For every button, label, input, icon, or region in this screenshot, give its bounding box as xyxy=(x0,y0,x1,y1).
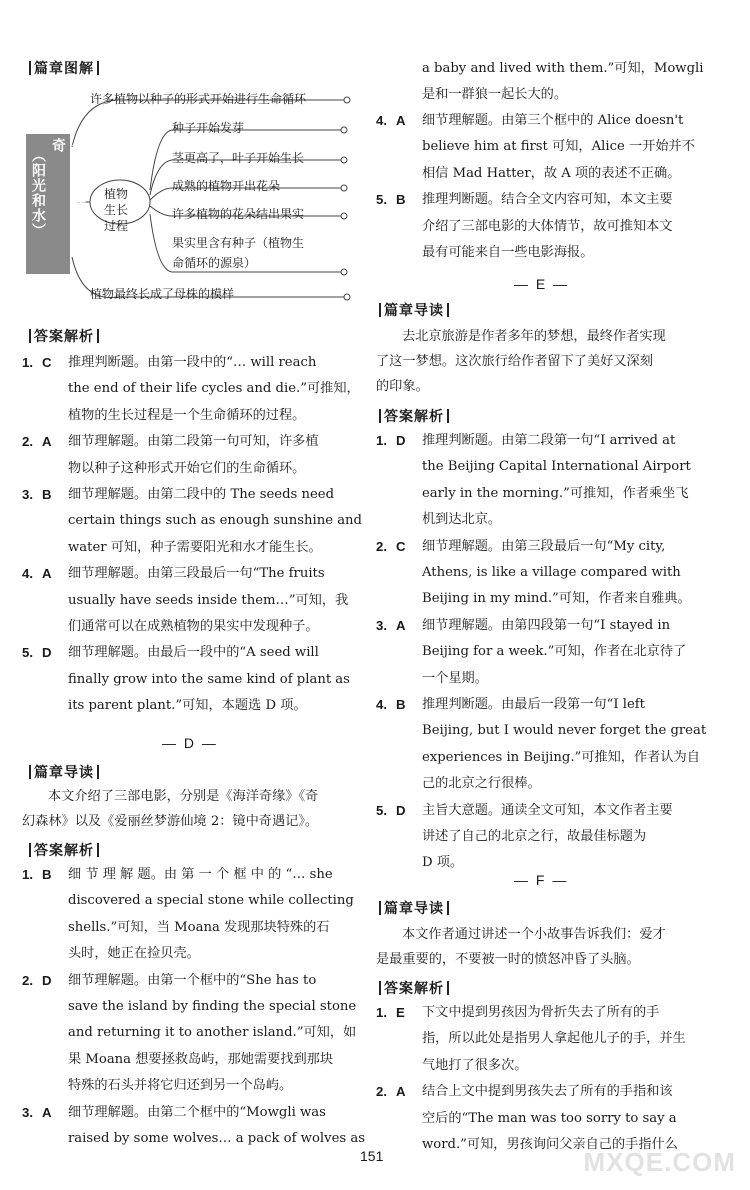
answer-explanation xyxy=(422,534,726,613)
explanation-line: 细节理解题。由第三个框中的 Alice doesn't xyxy=(422,113,684,128)
guide-header-f: 篇章导读 xyxy=(376,898,452,918)
answer-number: 4. xyxy=(376,113,387,128)
answer-letter: D xyxy=(396,802,406,818)
answer-letter: A xyxy=(42,1104,52,1120)
guide-f xyxy=(376,922,726,972)
explanation-line: 推理判断题。由最后一段第一句“I left xyxy=(422,697,645,712)
explanation-line: Beijing in my mind.”可知，作者来自雅典。 xyxy=(422,591,691,607)
continued-line-1: a baby and lived with them.”可知，Mowgli xyxy=(422,61,704,76)
section-e-marker: — E — xyxy=(514,276,570,292)
answer-explanation xyxy=(68,968,357,1100)
answer-explanation xyxy=(68,350,360,429)
explanation-line: 植物的生长过程是一个生命循环的过程。 xyxy=(68,407,306,423)
explanation-line: word.”可知，男孩询问父亲自己的手指什么 xyxy=(422,1137,678,1152)
answer-number: 3. xyxy=(22,487,33,502)
explanation-line: finally grow into the same kind of plant as xyxy=(68,671,350,687)
answer-item xyxy=(22,968,357,1100)
answer-header-e: 答案解析 xyxy=(376,406,452,426)
answer-item xyxy=(376,1000,726,1079)
explanation-line: 细节理解题。由第二段中的 The seeds need xyxy=(68,487,335,502)
mindmap-title-main: 生命循环往复的神奇 xyxy=(50,138,86,258)
mindmap-bottom-node: 植物最终长成了母株的模样 xyxy=(90,287,235,301)
answer-explanation xyxy=(68,561,352,640)
mindmap-branch-5b: 命循环的源泉） xyxy=(172,256,257,270)
answer-explanation xyxy=(422,692,726,798)
answer-letter: A xyxy=(42,434,52,450)
explanation-line: 果 Moana 想要拯救岛屿，那她需要找到那块 xyxy=(68,1051,334,1067)
explanation-line: 主旨大意题。通读全文可知，本文作者主要 xyxy=(422,802,673,818)
guide-f-line-1: 本文作者通过讲述一个小故事告诉我们：爱才 xyxy=(402,927,666,942)
explanation-line: the end of their life cycles and die.”可推知， xyxy=(68,381,360,397)
mindmap-branch-2: 茎更高了，叶子开始生长 xyxy=(172,151,305,165)
answer-explanation xyxy=(68,1100,365,1153)
mindmap-center: 植物生长过程 xyxy=(104,187,129,233)
section-f-marker: — F — xyxy=(514,872,569,888)
explanation-line: 相信 Mad Hatter，故 A 项的表述不正确。 xyxy=(422,165,681,181)
answer-explanation xyxy=(68,862,352,968)
explanation-line: Beijing, but I would never forget the great xyxy=(422,723,707,739)
answer-header-c: 答案解析 xyxy=(26,326,102,346)
explanation-line: 物以种子这种形式开始它们的生命循环。 xyxy=(68,460,306,476)
answer-number: 4. xyxy=(22,566,33,582)
answer-letter: B xyxy=(42,867,52,882)
answer-item xyxy=(22,482,362,561)
explanation-line: 推理判断题。由第一段中的“… will reach xyxy=(68,355,317,370)
answer-explanation xyxy=(422,108,726,187)
answer-item xyxy=(376,187,726,266)
answer-header-d: 答案解析 xyxy=(26,840,102,860)
answer-item xyxy=(22,561,352,640)
explanation-line: 指，所以此处是指男人拿起他儿子的手，并生 xyxy=(422,1031,686,1047)
answer-number: 1. xyxy=(22,867,33,882)
guide-e-line-3: 的印象。 xyxy=(376,379,429,394)
explanation-line: raised by some wolves… a pack of wolves as xyxy=(68,1131,365,1146)
explanation-line: 下文中提到男孩因为骨折失去了所有的手 xyxy=(422,1005,660,1020)
answer-item xyxy=(22,350,360,429)
explanation-line: 结合上文中提到男孩失去了所有的手指和该 xyxy=(422,1084,673,1100)
answer-item xyxy=(376,798,726,877)
mind-map xyxy=(22,82,352,312)
explanation-line: 介绍了三部电影的大体情节，故可推知本文 xyxy=(422,218,673,234)
explanation-line: the Beijing Capital International Airport xyxy=(422,459,691,475)
answer-explanation xyxy=(68,640,352,719)
answer-explanation xyxy=(422,798,726,877)
answer-letter: A xyxy=(396,617,406,633)
answer-letter: A xyxy=(42,566,52,582)
explanation-line: 一个星期。 xyxy=(422,670,488,686)
explanation-line: 细节理解题。由第三段最后一句“My city, xyxy=(422,538,666,554)
explanation-line: 细节理解题。由第二段第一句可知，许多植 xyxy=(68,434,319,450)
answer-item xyxy=(22,640,352,719)
answer-item xyxy=(376,613,726,692)
explanation-line: certain things such as enough sunshine and xyxy=(68,513,362,529)
continued-line-2: 是和一群狼一起长大的。 xyxy=(422,87,568,103)
answer-letter: B xyxy=(396,192,406,208)
explanation-line: Beijing for a week.”可知，作者在北京待了 xyxy=(422,644,687,660)
continued-text xyxy=(422,56,726,109)
explanation-line: 特殊的石头并将它归还到另一个岛屿。 xyxy=(68,1078,293,1094)
explanation-line: shells.”可知，当 Moana 发现那块特殊的石 xyxy=(68,919,330,935)
map-header: 篇章图解 xyxy=(26,58,102,78)
explanation-line: Athens, is like a village compared with xyxy=(422,565,681,580)
explanation-line: 空后的“The man was too sorry to say a xyxy=(422,1110,677,1126)
answer-number: 5. xyxy=(376,192,387,208)
explanation-line: save the island by finding the special stone xyxy=(68,999,357,1014)
answer-number: 5. xyxy=(22,645,33,661)
explanation-line: 细节理解题。由第二个框中的“Mowgli was xyxy=(68,1104,326,1120)
answer-item xyxy=(22,429,352,482)
explanation-line: 细 节 理 解 题。由 第 一 个 框 中 的 “… she xyxy=(68,867,333,882)
answer-number: 2. xyxy=(376,538,387,554)
guide-e-line-2: 了这一梦想。这次旅行给作者留下了美好又深刻 xyxy=(376,354,653,369)
explanation-line: 细节理解题。由第三段最后一句“The fruits xyxy=(68,566,325,582)
answer-number: 1. xyxy=(22,355,33,370)
guide-e-line-1: 去北京旅游是作者多年的梦想，最终作者实现 xyxy=(402,329,666,344)
guide-header-d: 篇章导读 xyxy=(26,762,102,782)
explanation-line: water 可知，种子需要阳光和水才能生长。 xyxy=(68,539,322,555)
answer-explanation xyxy=(422,428,726,534)
explanation-line: 己的北京之行很棒。 xyxy=(422,776,541,792)
answer-letter: A xyxy=(396,113,406,128)
answer-item xyxy=(376,534,726,613)
explanation-line: usually have seeds inside them…”可知，我 xyxy=(68,592,349,608)
explanation-line: 细节理解题。由第一个框中的“She has to xyxy=(68,972,317,988)
explanation-line: 细节理解题。由第四段第一句“I stayed in xyxy=(422,617,671,633)
mindmap-branch-1: 种子开始发芽 xyxy=(172,121,245,135)
explanation-line: 最有可能来自一些电影海报。 xyxy=(422,245,594,260)
answer-number: 1. xyxy=(376,433,387,448)
explanation-line: and returning it to another island.”可知，如 xyxy=(68,1025,357,1041)
answer-number: 3. xyxy=(22,1104,33,1120)
answer-letter: D xyxy=(396,433,406,448)
answer-number: 1. xyxy=(376,1005,387,1020)
explanation-line: 推理判断题。由第二段第一句“I arrived at xyxy=(422,433,676,448)
answer-number: 3. xyxy=(376,617,387,633)
answer-explanation xyxy=(422,613,726,692)
explanation-line: 头时，她正在捡贝壳。 xyxy=(68,946,200,962)
explanation-line: its parent plant.”可知，本题选 D 项。 xyxy=(68,698,307,714)
answer-letter: D xyxy=(42,972,52,988)
answer-number: 2. xyxy=(22,434,33,450)
explanation-line: discovered a special stone while collecting xyxy=(68,893,354,909)
guide-d-line-1: 本文介绍了三部电影，分别是《海洋奇缘》《奇 xyxy=(48,789,319,804)
watermark-logo: MXQE.COM xyxy=(583,1147,736,1177)
explanation-line: 机到达北京。 xyxy=(422,512,502,528)
mindmap-title-sub: （阳光和水） xyxy=(30,148,46,238)
explanation-line: 气地打了很多次。 xyxy=(422,1057,528,1073)
page-number: 151 xyxy=(360,1148,384,1164)
answer-number: 5. xyxy=(376,802,387,818)
answer-item xyxy=(376,428,726,534)
answer-item xyxy=(376,692,726,798)
guide-e xyxy=(376,324,726,399)
guide-header-e: 篇章导读 xyxy=(376,300,452,320)
explanation-line: believe him at first 可知，Alice 一开始并不 xyxy=(422,139,695,155)
explanation-line: early in the morning.”可推知，作者乘坐飞 xyxy=(422,485,689,501)
explanation-line: experiences in Beijing.”可推知，作者认为自 xyxy=(422,749,700,765)
guide-d-line-2: 幻森林》以及《爱丽丝梦游仙境 2：镜中奇遇记》。 xyxy=(22,814,319,829)
answer-item xyxy=(376,108,726,187)
answer-number: 4. xyxy=(376,697,387,712)
answer-explanation xyxy=(68,482,362,561)
answer-explanation xyxy=(68,429,352,482)
answer-letter: D xyxy=(42,645,52,661)
answer-item xyxy=(22,862,352,968)
explanation-line: 推理判断题。结合全文内容可知，本文主要 xyxy=(422,192,673,208)
answer-header-f: 答案解析 xyxy=(376,978,452,998)
answer-letter: B xyxy=(42,487,52,502)
answer-number: 2. xyxy=(376,1084,387,1100)
explanation-line: 们通常可以在成熟植物的果实中发现种子。 xyxy=(68,619,319,634)
guide-d xyxy=(22,784,352,834)
explanation-line: 讲述了自己的北京之行，故最佳标题为 xyxy=(422,829,647,844)
explanation-line: 细节理解题。由最后一段中的“A seed will xyxy=(68,645,319,661)
answer-letter: B xyxy=(396,697,406,712)
guide-f-line-2: 是最重要的，不要被一时的愤怒冲昏了头脑。 xyxy=(376,952,640,967)
answer-letter: C xyxy=(42,355,52,370)
mindmap-branch-5a: 果实里含有种子（植物生 xyxy=(172,236,305,250)
answer-explanation xyxy=(422,1000,726,1079)
mindmap-branch-3: 成熟的植物开出花朵 xyxy=(172,179,281,193)
answer-letter: C xyxy=(396,538,406,554)
answer-letter: A xyxy=(396,1084,406,1100)
answer-explanation xyxy=(422,187,726,266)
explanation-line: D 项。 xyxy=(422,855,464,871)
answer-item xyxy=(22,1100,365,1153)
mindmap-top-node: 许多植物以种子的形式开始进行生命循环 xyxy=(90,92,307,106)
mindmap-branch-4: 许多植物的花朵结出果实 xyxy=(172,207,305,221)
answer-number: 2. xyxy=(22,972,33,988)
section-d-marker: — D — xyxy=(162,735,218,751)
answer-letter: E xyxy=(396,1005,405,1020)
